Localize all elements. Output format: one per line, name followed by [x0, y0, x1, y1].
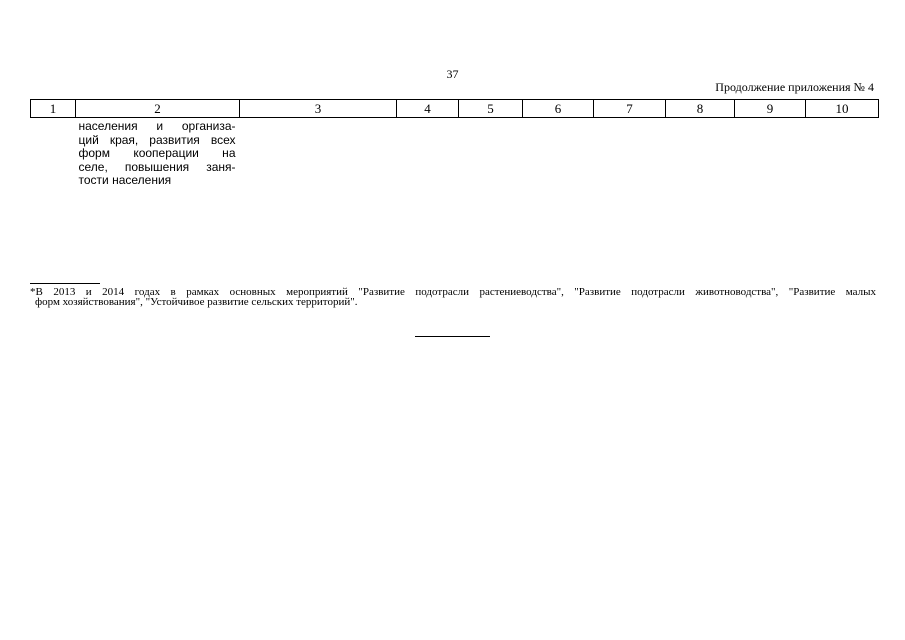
appendix-continuation-label: Продолжение приложения № 4 — [715, 80, 874, 94]
page-number: 37 — [446, 67, 459, 81]
column-number-header-row — [31, 100, 879, 118]
end-of-page-rule — [415, 336, 490, 337]
table-row — [31, 118, 879, 188]
column-header-10: 10 — [806, 100, 879, 118]
column-header-2: 2 — [76, 100, 240, 118]
column-header-7: 7 — [594, 100, 666, 118]
column-header-3: 3 — [240, 100, 397, 118]
column-header-9: 9 — [735, 100, 806, 118]
column-header-6: 6 — [523, 100, 594, 118]
table-cell-4 — [397, 118, 459, 188]
table-cell-6 — [523, 118, 594, 188]
table-cell-3 — [240, 118, 397, 188]
column-header-8: 8 — [666, 100, 735, 118]
table-cell-5 — [459, 118, 523, 188]
footnote-line-1: *В 2013 и 2014 годах в рамках основных мероприятий "Развитие подотрасли растениеводства", "Развитие подотрасли животноводства", "Развитие малых — [30, 286, 876, 298]
table-cell-7 — [594, 118, 666, 188]
table-cell-8 — [666, 118, 735, 188]
cell-2-text — [76, 118, 240, 188]
column-header-5: 5 — [459, 100, 523, 118]
cell-2-line: населения и организа- — [78, 119, 236, 133]
footnote-separator — [30, 283, 100, 284]
appendix-table — [30, 99, 879, 188]
cell-2-line: тости населения — [78, 173, 172, 187]
cell-2-line: селе, повышения заня- — [78, 159, 236, 174]
cell-2-line: форм кооперации на — [78, 146, 236, 160]
table-cell-2 — [76, 118, 240, 188]
table-cell-1 — [31, 118, 76, 188]
column-header-4: 4 — [397, 100, 459, 118]
table-cell-10 — [806, 118, 879, 188]
table-cell-9 — [735, 118, 806, 188]
footnote-line-2: форм хозяйствования", "Устойчивое развитие сельских территорий". — [35, 296, 358, 308]
footnote — [30, 287, 876, 307]
column-header-1: 1 — [31, 100, 76, 118]
cell-2-line: ций края, развития всех — [78, 132, 236, 147]
